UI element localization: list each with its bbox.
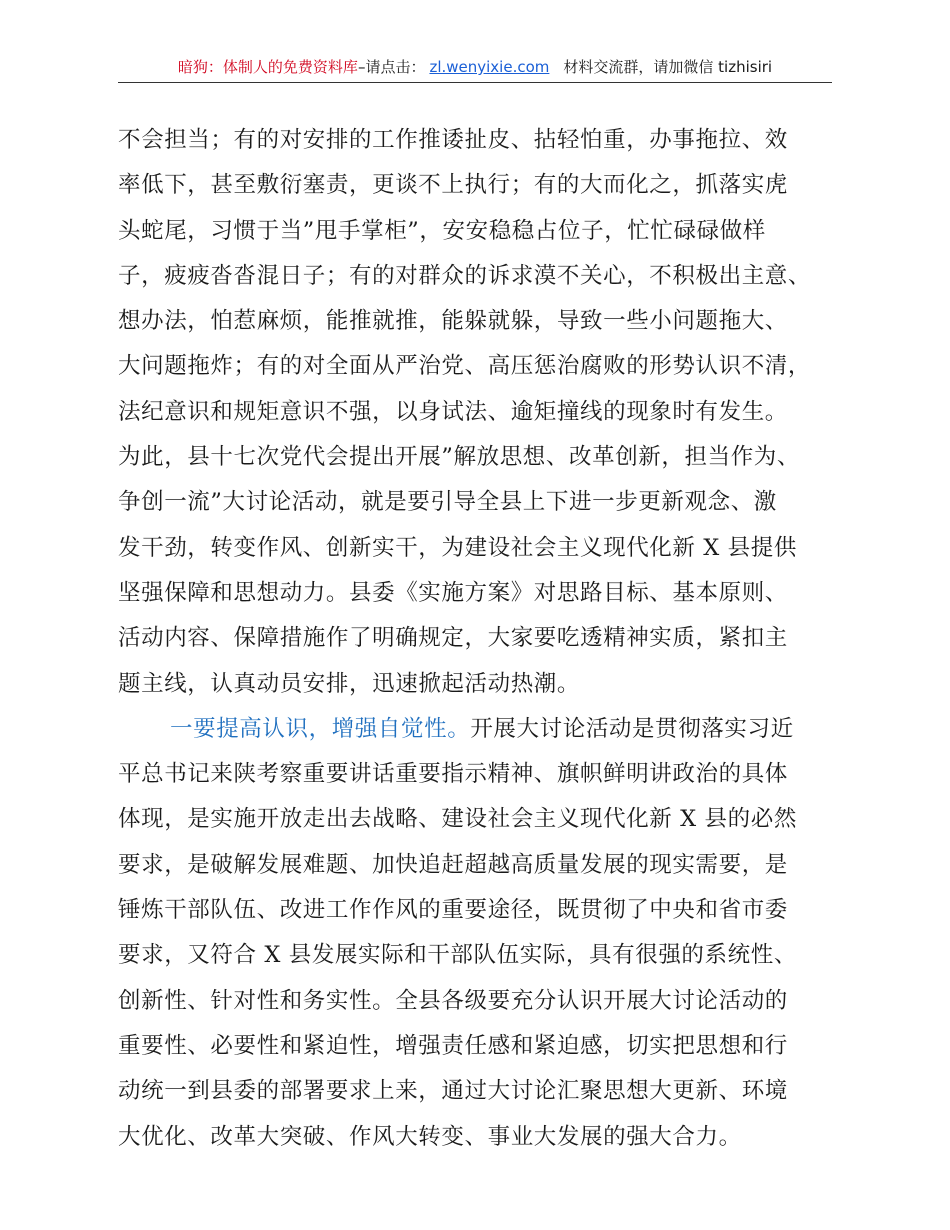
text-line: 平总书记来陕考察重要讲话重要指示精神、旗帜鲜明讲政治的具体 [118, 761, 788, 788]
text-line: 体现，是实施开放走出去战略、建设社会主义现代化新 X 县的必然 [118, 806, 797, 833]
text-line: 锤炼干部队伍、改进工作作风的重要途径，既贯彻了中央和省市委 [118, 897, 788, 924]
paragraph-2 [118, 707, 838, 1160]
heading-line-rest: 开展大讨论活动是贯彻落实习近 [470, 715, 794, 742]
text-line: 重要性、必要性和紧迫性，增强责任感和紧迫感，切实把思想和行 [118, 1032, 788, 1059]
text-line: 为此，县十七次党代会提出开展”解放思想、改革创新，担当作为、 [118, 444, 801, 471]
text-line: 大优化、改革大突破、作风大转变、事业大发展的强大合力。 [118, 1123, 742, 1150]
text-line: 要求，是破解发展难题、加快追赶超越高质量发展的现实需要，是 [118, 851, 788, 878]
document-body [118, 118, 838, 1160]
text-line: 坚强保障和思想动力。县委《实施方案》对思路目标、基本原则、 [118, 579, 788, 606]
text-line: 不会担当；有的对安排的工作推诿扯皮、拈轻怕重，办事拖拉、效 [118, 127, 788, 153]
header-brand: 暗狗：体制人的免费资料库 [177, 58, 358, 76]
text-line: 动统一到县委的部署要求上来，通过大讨论汇聚思想大更新、环境 [118, 1078, 788, 1105]
text-line: 想办法，怕惹麻烦，能推就推，能躲就躲，导致一些小问题拖大、 [118, 308, 788, 335]
header-link[interactable]: zl.wenyixie.com [429, 58, 550, 76]
text-line: 争创一流”大讨论活动，就是要引导全县上下进一步更新观念、激 [118, 489, 777, 516]
text-line: 头蛇尾，习惯于当”甩手掌柜”，安安稳稳占位子，忙忙碌碌做样 [118, 217, 766, 244]
paragraph-2-first-line [118, 707, 838, 752]
text-line: 大问题拖炸；有的对全面从严治党、高压惩治腐败的形势认识不清， [118, 353, 812, 380]
text-line: 法纪意识和规矩意识不强，以身试法、逾矩撞线的现象时有发生。 [118, 398, 788, 425]
text-line: 题主线，认真动员安排，迅速掀起活动热潮。 [118, 670, 581, 697]
text-line: 率低下，甚至敷衍塞责，更谈不上执行；有的大而化之，抓落实虎 [118, 172, 788, 199]
section-heading: 一要提高认识，增强自觉性。 [170, 715, 471, 742]
text-line: 发干劲，转变作风、创新实干，为建设社会主义现代化新 X 县提供 [118, 534, 797, 561]
page-header [118, 56, 832, 83]
header-prompt: –请点击： [357, 58, 426, 76]
text-line: 要求，又符合 X 县发展实际和干部队伍实际，具有很强的系统性、 [118, 942, 797, 969]
text-line: 活动内容、保障措施作了明确规定，大家要吃透精神实质，紧扣主 [118, 625, 788, 652]
text-line: 创新性、针对性和务实性。全县各级要充分认识开展大讨论活动的 [118, 987, 788, 1014]
text-line: 子，疲疲沓沓混日子；有的对群众的诉求漠不关心，不积极出主意、 [118, 262, 812, 289]
paragraph-1 [118, 118, 838, 707]
header-group-note: 材料交流群，请加微信 tizhisiri [563, 58, 773, 76]
